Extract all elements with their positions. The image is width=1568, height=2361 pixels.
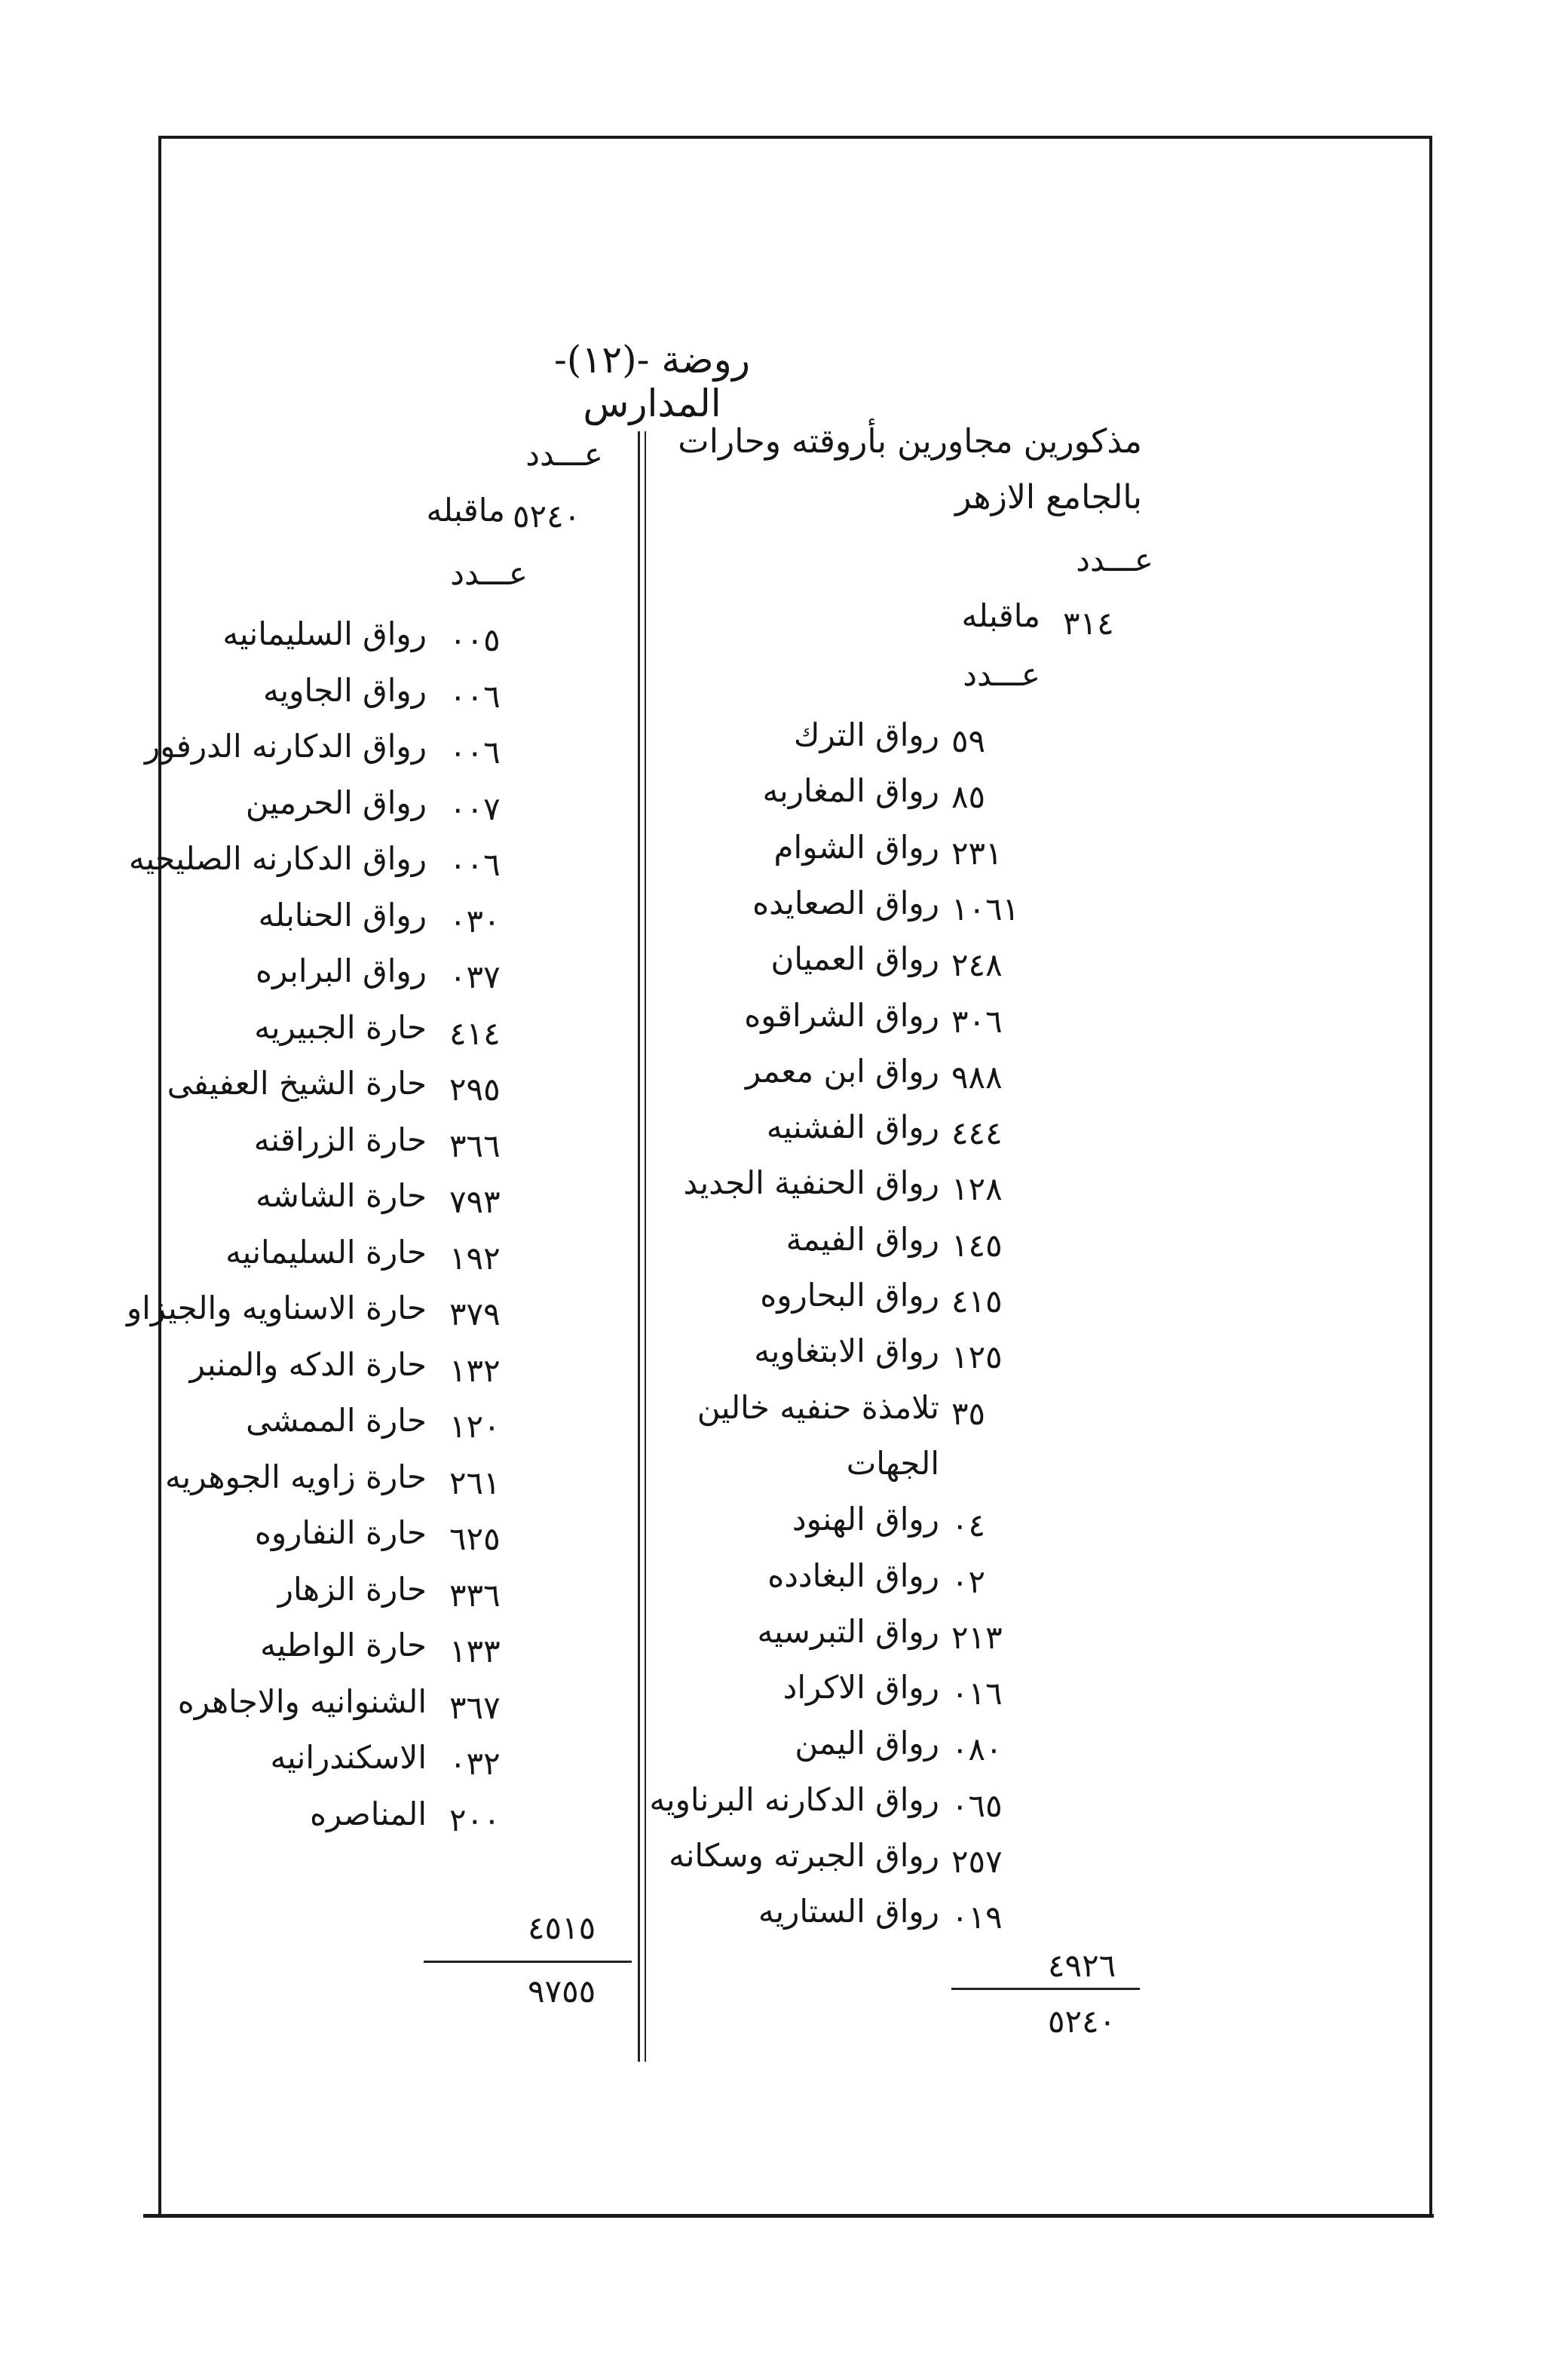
table-row — [0, 784, 1568, 837]
table-row — [0, 1234, 1568, 1286]
row-label: رواق الشوام — [773, 828, 939, 866]
row-label: رواق الشراقوه — [744, 996, 939, 1034]
right-count-label-2: عـــدد — [963, 656, 1040, 693]
table-row — [0, 1346, 1568, 1399]
row-label: رواق العميان — [770, 940, 939, 978]
table-row — [0, 615, 1568, 668]
table-row — [0, 952, 1568, 1005]
table-row — [0, 1009, 1568, 1062]
row-count: ٠٣٧ — [449, 958, 501, 995]
row-count: ٠٠٧ — [449, 790, 501, 827]
row-count: ٣٥ — [951, 1394, 986, 1432]
row-count: ٠٦٥ — [951, 1786, 1003, 1824]
row-count: ٣٦٦ — [449, 1127, 501, 1164]
table-row — [0, 1739, 1568, 1792]
row-label: تلامذة حنفيه خالين — [697, 1388, 939, 1426]
row-label: رواق الهنود — [792, 1501, 939, 1538]
row-label: رواق البغادده — [767, 1556, 939, 1594]
row-label: رواق الترك — [793, 716, 939, 753]
row-count: ٣٠٦ — [951, 1002, 1003, 1040]
row-count: ٠٠٦ — [449, 677, 501, 715]
frame-bottom-border — [143, 2214, 1434, 2218]
table-row — [0, 1893, 1568, 1946]
row-label: رواق السليمانيه — [222, 615, 427, 652]
row-count: ٢٩٥ — [449, 1071, 501, 1108]
right-count-label: عـــدد — [1076, 541, 1153, 578]
row-count: ٢٥٧ — [951, 1843, 1003, 1880]
table-row — [0, 840, 1568, 893]
row-label: رواق اليمن — [795, 1725, 939, 1762]
row-label: رواق الحنفية الجديد — [683, 1164, 939, 1202]
table-row — [0, 672, 1568, 725]
row-label: حارة الممشى — [246, 1402, 427, 1439]
left-count-label: عـــدد — [525, 436, 603, 473]
row-label: رواق الفيمة — [786, 1220, 939, 1258]
table-row — [0, 1289, 1568, 1342]
row-count: ١٢٠ — [449, 1408, 501, 1445]
row-count: ٠٠٦ — [449, 734, 501, 771]
row-label: رواق الصعايده — [752, 884, 939, 921]
table-row — [0, 728, 1568, 780]
row-label: حارة السليمانيه — [225, 1233, 427, 1271]
left-subtotal: ٤٥١٥ — [528, 1909, 596, 1946]
row-label: الاسكندرانيه — [270, 1739, 427, 1776]
row-label: رواق البحاروه — [760, 1277, 939, 1314]
row-label: الشنوانيه والاجاهره — [177, 1682, 427, 1720]
row-label: رواق الفشنيه — [766, 1108, 939, 1146]
left-carried-label: ماقبله — [426, 492, 505, 529]
row-label: حارة الاسناويه والجيزاو — [126, 1289, 427, 1326]
row-count: ٢٠٠ — [449, 1801, 501, 1838]
row-count: ٤٤٤ — [951, 1115, 1003, 1152]
row-count: ٠٣٠ — [449, 902, 501, 940]
right-total-rule — [951, 1988, 1140, 1990]
row-label: حارة الشاشه — [256, 1177, 427, 1214]
row-label: رواق المغاربه — [762, 772, 939, 810]
row-count: ٤١٥ — [951, 1283, 1003, 1320]
row-count: ١٩٢ — [449, 1239, 501, 1277]
row-count: ٠١٩ — [951, 1899, 1003, 1936]
row-count: ٣٣٦ — [449, 1576, 501, 1614]
row-count: ٥٩ — [951, 722, 986, 759]
row-count: ٧٩٣ — [449, 1183, 501, 1220]
row-count: ٠٤ — [951, 1507, 986, 1544]
table-row — [0, 1795, 1568, 1848]
row-count: ٢١٣ — [951, 1618, 1003, 1656]
right-carried-value: ٣١٤ — [1063, 605, 1114, 642]
row-label: رواق الستاريه — [758, 1893, 939, 1930]
row-count: ٠٨٠ — [951, 1731, 1003, 1768]
row-count: ٣٧٩ — [449, 1295, 501, 1332]
page-title: روضة -(١٢)- المدارس — [554, 338, 750, 425]
left-total-rule — [424, 1961, 632, 1963]
row-label: المناصره — [309, 1795, 427, 1832]
row-count: ٢٤٨ — [951, 946, 1003, 984]
right-carried-label: ماقبله — [961, 597, 1040, 634]
row-label: حارة الزهار — [277, 1570, 427, 1608]
frame-top-border — [158, 136, 1432, 139]
table-row — [0, 1177, 1568, 1230]
row-label: رواق الجبرته وسكانه — [669, 1837, 939, 1874]
left-count-label-2: عـــدد — [450, 555, 528, 592]
row-label: رواق الابتغاويه — [754, 1332, 939, 1370]
left-carried-value: ٥٢٤٠ — [513, 498, 581, 535]
row-label: رواق الاكراد — [782, 1669, 939, 1706]
row-count: ١٢٥ — [951, 1338, 1003, 1376]
row-count: ١٣٣ — [449, 1633, 501, 1670]
right-heading-line2: بالجامع الازهر — [955, 478, 1142, 517]
row-count: ٠٣٢ — [449, 1745, 501, 1782]
row-label: حارة الواطيه — [260, 1627, 427, 1663]
row-label: رواق الجاويه — [262, 671, 427, 709]
row-count: ٢٣١ — [951, 834, 1003, 872]
row-label: رواق الدكارنه الصليحيه — [128, 840, 427, 877]
row-label: رواق الدكارنه الدرفور — [144, 728, 427, 765]
row-label: رواق ابن معمر — [745, 1052, 939, 1090]
right-heading-line1: مذكورين مجاورين بأروقته وحارات — [678, 422, 1142, 461]
row-count: ١٣٢ — [449, 1351, 501, 1389]
table-row — [0, 897, 1568, 949]
row-label: رواق البرابره — [255, 952, 427, 989]
row-label: رواق الحرمين — [245, 783, 427, 821]
right-subtotal: ٤٩٢٦ — [1048, 1947, 1116, 1984]
row-count: ٠١٦ — [951, 1675, 1003, 1712]
table-row — [0, 1402, 1568, 1455]
table-row — [0, 1571, 1568, 1624]
row-count: ٠٠٦ — [449, 846, 501, 883]
row-count: ٣٦٧ — [449, 1688, 501, 1726]
row-count: ٢٦١ — [449, 1464, 501, 1501]
right-total: ٥٢٤٠ — [1048, 2003, 1116, 2040]
row-label: حارة الشيخ العفيفى — [167, 1065, 427, 1102]
table-row — [0, 1065, 1568, 1118]
row-count: ١٠٦١ — [951, 890, 1020, 928]
row-count: ١٢٨ — [951, 1170, 1003, 1208]
row-label: رواق الدكارنه البرناويه — [649, 1780, 939, 1818]
table-row — [0, 1121, 1568, 1174]
left-total: ٩٧٥٥ — [528, 1973, 596, 2010]
row-count: ٠٠٥ — [449, 621, 501, 658]
row-label: رواق التبرسيه — [757, 1612, 939, 1650]
row-label: حارة الزراقنه — [253, 1121, 427, 1158]
row-label: حارة النفاروه — [254, 1514, 427, 1551]
table-row — [0, 1683, 1568, 1736]
row-count: ١٤٥ — [951, 1226, 1003, 1264]
row-label: حارة الجبيريه — [254, 1008, 427, 1046]
table-row — [0, 1514, 1568, 1567]
row-count: ٤١٤ — [449, 1014, 501, 1052]
row-label: حارة زاويه الجوهريه — [165, 1458, 427, 1495]
row-count: ٨٥ — [951, 778, 986, 816]
row-label: الجهات — [846, 1444, 939, 1482]
table-row — [0, 1627, 1568, 1679]
row-label: رواق الحنابله — [258, 896, 427, 934]
table-row — [0, 1458, 1568, 1511]
row-count: ٠٢ — [951, 1562, 986, 1600]
row-count: ٦٢٥ — [449, 1520, 501, 1557]
row-label: حارة الدكه والمنبر — [189, 1345, 427, 1383]
row-count: ٩٨٨ — [951, 1058, 1003, 1096]
